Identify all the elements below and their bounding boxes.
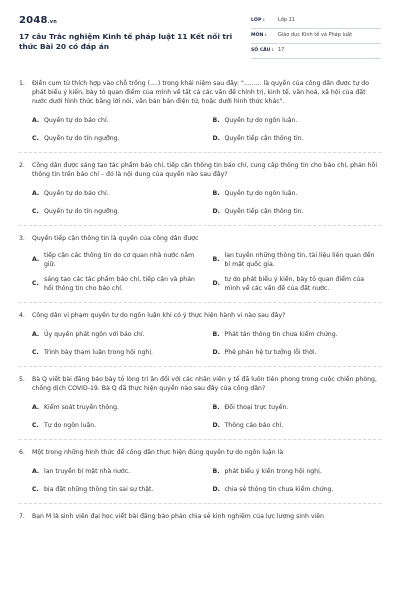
- option-text: phát biểu ý kiến trong hội nghị.: [224, 467, 322, 475]
- option-a[interactable]: [32, 331, 201, 340]
- divider: [19, 366, 381, 367]
- option-text: Quyền tự do tín ngưỡng.: [44, 207, 120, 215]
- option-d[interactable]: [213, 349, 382, 358]
- meta-row-count: [251, 44, 381, 59]
- option-label: B.: [212, 189, 220, 197]
- question-list: [19, 80, 381, 522]
- option-text: Quyền tự do ngôn luận.: [224, 116, 298, 124]
- option-label: D.: [212, 421, 220, 429]
- option-label: A.: [32, 116, 40, 124]
- options-2: [19, 190, 381, 217]
- option-label: C.: [32, 207, 39, 215]
- option-label: C.: [32, 348, 39, 356]
- option-b[interactable]: [213, 252, 382, 270]
- option-text: bịa đặt những thông tin sai sự thật.: [44, 485, 154, 493]
- divider: [19, 503, 381, 504]
- option-text: Ủy quyền phát ngôn với báo chí.: [44, 330, 145, 338]
- question-7: [19, 513, 381, 522]
- option-text: Quyền tự do ngôn luận.: [224, 189, 298, 197]
- option-label: B.: [212, 467, 220, 475]
- option-text: Quyền tiếp cận thông tin.: [224, 134, 304, 142]
- option-text: Đối thoại trực tuyến.: [224, 403, 289, 411]
- meta-label: SỐ CÂU :: [251, 47, 274, 53]
- option-a[interactable]: [32, 190, 201, 199]
- divider: [19, 439, 381, 440]
- option-text: tự do phát biểu ý kiến, bày tỏ quan điểm của mình về các vấn đề của đất nước.: [224, 275, 365, 292]
- page-title: 17 câu Trắc nghiệm Kinh tế pháp luật 11 Kết nối tri thức Bài 20 có đáp án: [19, 32, 233, 51]
- option-a[interactable]: [32, 117, 201, 126]
- option-label: C.: [32, 280, 39, 288]
- option-label: D.: [212, 485, 220, 493]
- option-label: A.: [32, 467, 40, 475]
- meta-label: MÔN :: [251, 32, 267, 38]
- option-text: Trình bày tham luận trong hội nghị.: [44, 348, 154, 356]
- option-text: Quyền tự do báo chí.: [44, 189, 109, 197]
- option-label: D.: [212, 134, 220, 142]
- meta-label: LỚP :: [251, 17, 265, 23]
- meta-value: 17: [278, 47, 285, 54]
- question-1: [19, 80, 381, 107]
- option-c[interactable]: [32, 208, 201, 217]
- option-text: sáng tạo các tác phẩm báo chí, tiếp cận và phản hồi thông tin cho báo chí.: [44, 275, 195, 292]
- options-5: [19, 404, 381, 431]
- option-b[interactable]: [213, 117, 382, 126]
- question-text: Một trong những hình thức để công dân thực hiện đúng quyền tự do ngôn luận là: [32, 448, 284, 456]
- question-2: [19, 162, 381, 180]
- option-a[interactable]: [32, 252, 201, 270]
- option-label: C.: [32, 421, 39, 429]
- option-c[interactable]: [32, 349, 201, 358]
- question-number: 7.: [19, 512, 25, 520]
- option-label: B.: [212, 116, 220, 124]
- option-d[interactable]: [213, 422, 382, 431]
- option-label: D.: [212, 207, 220, 215]
- option-text: lan truyền bí mật nhà nước.: [44, 467, 131, 475]
- question-5: [19, 376, 381, 394]
- meta-value: Lớp 11: [278, 17, 295, 24]
- option-label: C.: [32, 485, 39, 493]
- question-text: Công dân vi phạm quyền tự do ngôn luận khi có ý thực hiện hành vi nào sau đây?: [32, 311, 286, 319]
- option-b[interactable]: [213, 190, 382, 199]
- option-d[interactable]: [213, 208, 382, 217]
- option-label: D.: [212, 280, 220, 288]
- document-header: [19, 14, 381, 62]
- question-text: Quyền tiếp cận thông tin là quyền của công dân được: [32, 234, 199, 242]
- option-a[interactable]: [32, 468, 201, 477]
- option-d[interactable]: [213, 135, 382, 144]
- option-a[interactable]: [32, 404, 201, 413]
- option-d[interactable]: [213, 276, 382, 294]
- question-6: [19, 449, 381, 458]
- logo-main: 2048: [19, 15, 48, 26]
- option-label: D.: [212, 348, 220, 356]
- option-c[interactable]: [32, 422, 201, 431]
- meta-panel: [251, 14, 381, 59]
- option-text: tiếp cận các thông tin do cơ quan nhà nước nắm giữ.: [44, 251, 195, 268]
- option-text: Phát tán thông tin chưa kiểm chứng.: [224, 330, 338, 338]
- option-c[interactable]: [32, 276, 201, 294]
- options-6: [19, 468, 381, 495]
- question-number: 4.: [19, 311, 25, 319]
- question-number: 5.: [19, 375, 25, 383]
- question-number: 6.: [19, 448, 25, 456]
- option-label: C.: [32, 134, 39, 142]
- option-text: lan tuyền những thông tin, tài liệu liên quan đến bí mật quốc gia.: [224, 251, 375, 268]
- question-number: 3.: [19, 234, 25, 242]
- question-text: Điền cụm từ thích hợp vào chỗ trống (....) trong khái niệm sau đây: "......... là quyền của công dân được tự do phát biểu ý kiến, bày tỏ quan điểm của mình về tất cả các vấn đề chính trị, kinh tế, văn hoá, xã hội của đất nước dưới hình thức bằng lời nói, văn bản bản điện tử, hoặc dưới hình thức khác".: [32, 80, 369, 105]
- option-d[interactable]: [213, 486, 382, 495]
- question-text: Bạn M là sinh viên đại học viết bài đăng báo phản chia sẻ kinh nghiệm của lực lượng sinh viên: [32, 512, 324, 520]
- option-text: Quyền tiếp cận thông tin.: [224, 207, 304, 215]
- option-text: chia sẻ thông tin chưa kiểm chứng.: [224, 485, 334, 493]
- question-number: 2.: [19, 161, 25, 169]
- options-1: [19, 117, 381, 144]
- option-b[interactable]: [213, 468, 382, 477]
- option-label: B.: [212, 330, 220, 338]
- option-label: A.: [32, 403, 40, 411]
- meta-value: Giáo dục Kinh tế và Pháp luật: [278, 32, 353, 39]
- divider: [19, 225, 381, 226]
- meta-row-class: [251, 14, 381, 29]
- option-b[interactable]: [213, 331, 382, 340]
- option-text: Tự do ngôn luận.: [44, 421, 97, 429]
- option-label: A.: [32, 256, 40, 264]
- question-3: [19, 235, 381, 244]
- meta-row-subject: [251, 29, 381, 44]
- option-text: Phê phán hệ tư tưởng lỗi thời.: [224, 348, 317, 356]
- option-text: Kiểm soát truyền thông.: [44, 403, 119, 411]
- option-label: A.: [32, 330, 40, 338]
- question-4: [19, 312, 381, 321]
- option-label: A.: [32, 189, 40, 197]
- option-c[interactable]: [32, 135, 201, 144]
- option-c[interactable]: [32, 486, 201, 495]
- option-label: B.: [212, 256, 220, 264]
- question-text: Bà Q viết bài đăng báo bày tỏ lòng tri ân đối với các nhân viên y tế đã luôn tiên phong trong cuộc chiến phòng, chống dịch COVID-19. Bà Q đã thực hiện quyền nào sau đây của công dân?: [32, 375, 377, 392]
- option-text: Quyền tự do báo chí.: [44, 116, 109, 124]
- option-label: B.: [212, 403, 220, 411]
- option-text: Thông cáo báo chí.: [224, 421, 284, 429]
- option-b[interactable]: [213, 404, 382, 413]
- option-text: Quyền tự do tín ngưỡng.: [44, 134, 120, 142]
- question-text: Công dân được sáng tạo tác phẩm báo chí, tiếp cận thông tin báo chí, cung cấp thông tin cho báo chí, phản hồi thông tin trên báo chí – đó là nội dung của quyền nào sau đây?: [32, 161, 378, 178]
- logo-suffix: .vn: [47, 19, 57, 25]
- options-3: [19, 252, 381, 294]
- options-4: [19, 331, 381, 358]
- divider: [19, 302, 381, 303]
- question-number: 1.: [19, 80, 25, 87]
- divider: [19, 152, 381, 153]
